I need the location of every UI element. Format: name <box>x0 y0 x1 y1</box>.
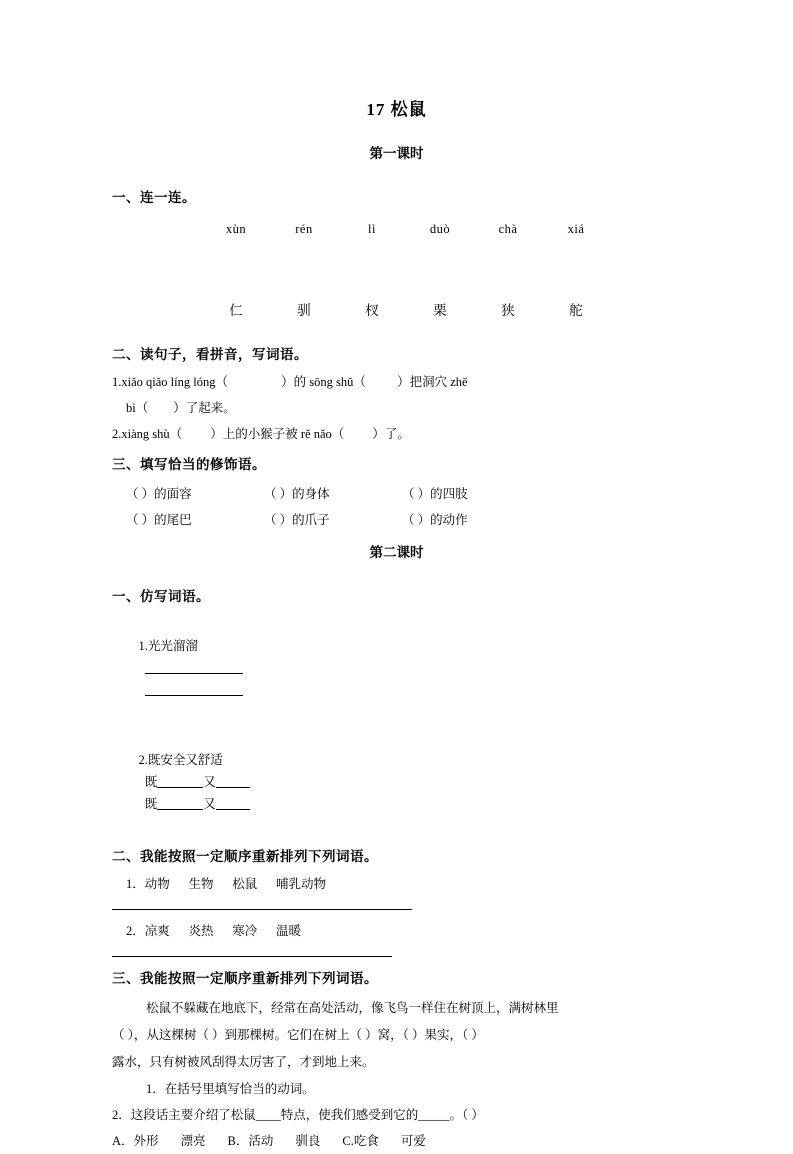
pinyin-item: xiá <box>567 222 585 236</box>
modifier-cell: （ ）的四肢 <box>402 487 468 501</box>
you-label: 又 <box>203 775 216 789</box>
hanzi-item: 驯 <box>297 303 311 318</box>
hanzi-item: 杈 <box>365 303 379 318</box>
modifier-cell: （ ）的身体 <box>264 487 330 501</box>
hanzi-row <box>112 299 681 319</box>
p2-ex1-item-1-label: 1.光光溜溜 <box>138 639 198 653</box>
paragraph-line-1: 松鼠不躲藏在地底下，经常在高处活动，像飞鸟一样住在树顶上，满树林里 <box>146 1001 559 1015</box>
you-label-2: 又 <box>203 797 216 811</box>
option-a-word[interactable]: 漂亮 <box>180 1134 206 1148</box>
p2-exercise-1-heading: 一、仿写词语。 <box>112 589 210 604</box>
modifier-row-1 <box>112 481 681 507</box>
answer-blank[interactable] <box>216 797 250 810</box>
pinyin-item: xùn <box>225 222 247 236</box>
sub-question-2: 2．这段话主要介绍了松鼠____特点，使我们感受到它的_____。（ ） <box>112 1108 484 1122</box>
hanzi-item: 仁 <box>229 303 243 318</box>
hanzi-item: 狭 <box>501 303 515 318</box>
page-title: 17 松鼠 <box>366 100 427 119</box>
modifier-cell: （ ）的动作 <box>402 513 468 527</box>
exercise-2-item-1b: bì（ ）了起来。 <box>126 401 236 415</box>
answer-blank[interactable] <box>157 775 203 788</box>
option-c[interactable]: C.吃食 <box>342 1134 379 1148</box>
modifier-row-2 <box>112 507 681 533</box>
period-2-heading: 第二课时 <box>369 545 424 560</box>
p2-ex1-item-2 <box>112 727 681 837</box>
p2-ex1-item-1 <box>112 613 681 723</box>
pinyin-item: rén <box>295 222 313 236</box>
modifier-cell: （ ）的尾巴 <box>126 513 192 527</box>
ji-label-2: 既 <box>144 797 158 811</box>
pinyin-item: chà <box>498 222 518 236</box>
p2-ex1-item-2-label: 2.既安全又舒适 <box>138 753 223 767</box>
paragraph-line-3: 露水，只有树被风刮得太厉害了，才到地上来。 <box>112 1055 375 1069</box>
pinyin-item: duò <box>429 222 451 236</box>
answer-rule[interactable] <box>112 956 392 957</box>
p2-ex2-line-2: 2．凉爽 炎热 寒冷 温暖 <box>126 924 302 938</box>
exercise-3-heading: 三、填写恰当的修饰语。 <box>112 457 266 472</box>
exercise-2-heading: 二、读句子，看拼音，写词语。 <box>112 347 308 362</box>
hanzi-item: 栗 <box>433 303 447 318</box>
paragraph-line-2: （ ），从这棵树（ ）到那棵树。它们在树上（ ）窝，（ ）果实，（ ） <box>112 1028 484 1042</box>
answer-blank[interactable] <box>145 659 243 674</box>
exercise-2-item-1: 1.xiǎo qiǎo líng lóng（ ）的 sōng shǔ（ ）把洞穴 zhē <box>112 375 468 389</box>
exercise-1-heading: 一、连一连。 <box>112 190 196 205</box>
ji-label: 既 <box>144 775 158 789</box>
reading-paragraph <box>112 995 681 1076</box>
answer-blank[interactable] <box>216 775 250 788</box>
exercise-2-item-2: 2.xiàng shù（ ）上的小猴子被 rě nǎo（ ）了。 <box>112 427 410 441</box>
pinyin-item: lì <box>368 222 376 236</box>
answer-rule[interactable] <box>112 909 412 910</box>
answer-blank[interactable] <box>157 797 203 810</box>
modifier-cell: （ ）的面容 <box>126 487 192 501</box>
option-a[interactable]: A．外形 <box>112 1134 159 1148</box>
options-row <box>112 1128 681 1154</box>
pinyin-row <box>112 222 681 237</box>
answer-blank[interactable] <box>145 681 243 696</box>
period-1-heading: 第一课时 <box>369 146 424 161</box>
option-b[interactable]: B．活动 <box>227 1134 274 1148</box>
hanzi-item: 舵 <box>569 303 583 318</box>
option-c-word[interactable]: 可爱 <box>400 1134 426 1148</box>
option-b-word[interactable]: 驯良 <box>295 1134 321 1148</box>
p2-exercise-2-heading: 二、我能按照一定顺序重新排列下列词语。 <box>112 849 378 864</box>
p2-exercise-3-heading: 三、我能按照一定顺序重新排列下列词语。 <box>112 971 378 986</box>
p2-ex2-line-1: 1．动物 生物 松鼠 哺乳动物 <box>126 877 327 891</box>
modifier-cell: （ ）的爪子 <box>264 513 330 527</box>
sub-question-1: 1．在括号里填写恰当的动词。 <box>146 1082 315 1096</box>
